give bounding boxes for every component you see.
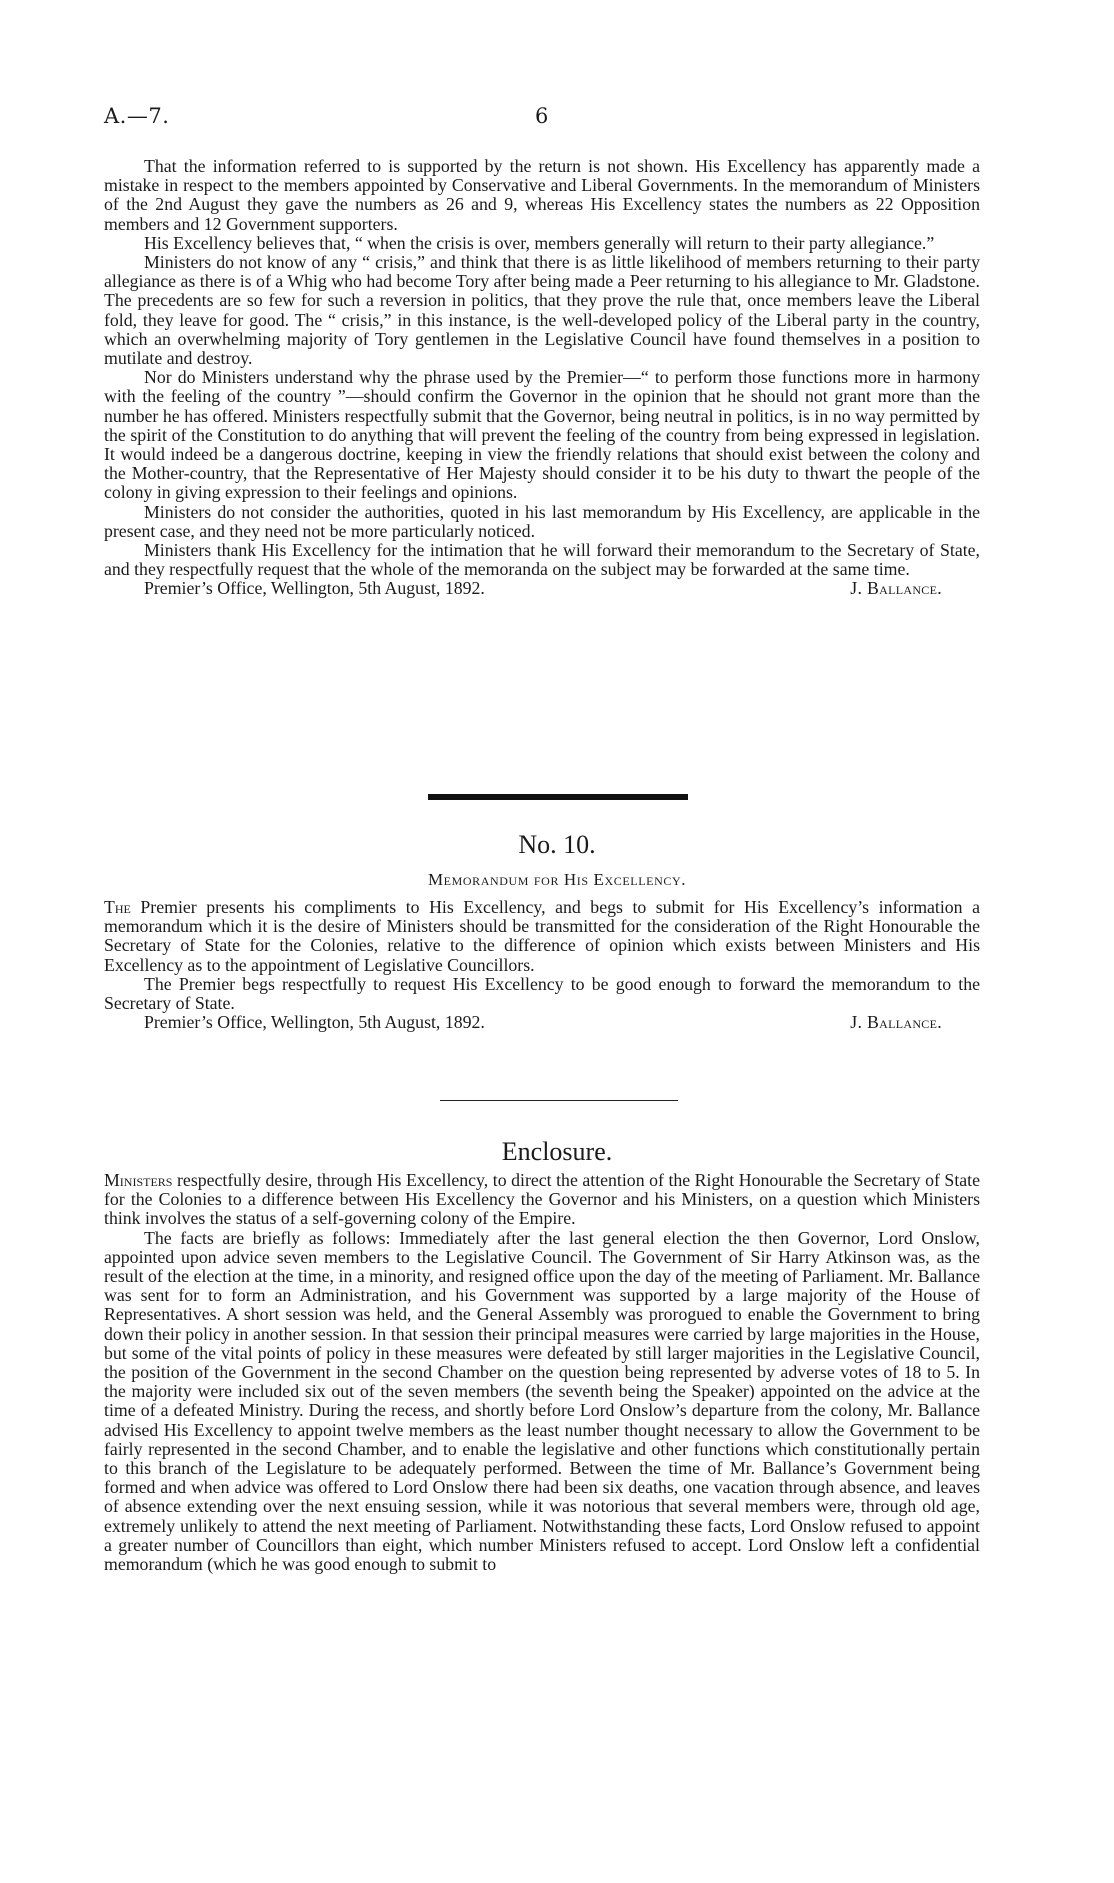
paragraph: Nor do Ministers understand why the phrase used by the Premier—“ to perform those functions more in harmony with the feeling of the country ”—should confirm the Governor in the opinion that he should not grant more than the number he has offered. Ministers respectfully submit that the Governor, being neutral in politics, is in no way permitted by the spirit of the Constitution to do anything that will prevent the feeling of the country from being expressed in legislation. It would indeed be a dangerous doctrine, keeping in view the friendly relations that should exist between the colony and the Mother-country, that the Representative of Her Majesty should consider it to be his duty to thwart the people of the colony in giving expression to their feelings and opinions. [104,367,980,503]
paragraph-text: Premier presents his compliments to His Excellency, and begs to submit for His Excellency’s information a memorandum which it is the desire of Ministers should be transmitted for the consideration of the Right Honourable the Secretary of State for the Colonies, relative to the difference of opinion which exists between Ministers and His Excellency as to the appointment of Legislative Councillors. [104,897,980,975]
paragraph-text: respectfully desire, through His Excellency, to direct the attention of the Right Honourable the Secretary of State for the Colonies to a difference between His Excellency the Governor and his Ministers, on a question which Ministers think involves the status of a self-governing colony of the Empire. [104,1170,980,1229]
enclosure-title: Enclosure. [501,1137,613,1166]
place-date: Premier’s Office, Wellington, 5th August, 1892. [144,578,485,599]
paragraph: The Premier begs respectfully to request His Excellency to be good enough to forward the memorandum to the Secretary of State. [104,973,980,1014]
memorandum-continuation [104,157,980,599]
paragraph: Ministers do not consider the authorities, quoted in his last memorandum by His Excellency, are applicable in the present case, and they need not be more particularly noticed. [104,501,980,541]
signature-line [104,579,980,598]
section-divider [428,794,688,800]
paragraph: Ministers thank His Excellency for the intimation that he will forward their memorandum to the Secretary of State, and they respectfully request that the whole of the memoranda on the subject may be forwarded at the same time. [104,540,980,580]
paragraph [104,898,980,975]
paragraph: That the information referred to is supported by the return is not shown. His Excellency has apparently made a mistake in respect to the members appointed by Conservative and Liberal Governments. In the memorandum of Ministers of the 2nd August they gave the numbers as 26 and 9, whereas His Excellency states the numbers as 22 Opposition members and 12 Government supporters. [104,156,980,234]
paragraph: His Excellency believes that, “ when the crisis is over, members generally will return to their party allegiance.” [144,232,935,253]
lead-word: The [104,897,131,917]
memorandum-no-10 [104,898,980,1032]
memorandum-title: Memorandum for His Excellency. [427,870,687,889]
paragraph: The facts are briefly as follows: Immediately after the last general election the then Governor, Lord Onslow, appointed upon advice seven members to the Legislative Council. The Government of Sir Harry Atkinson was, as the result of the election at the time, in a minority, and resigned office upon the day of the meeting of Parliament. Mr. Ballance was sent for to form an Administration, and his Government was supported by a large majority of the House of Representatives. A short session was held, and the General Assembly was prorogued to enable the Government to bring down their policy in another session. In that session their principal measures were carried by large majorities in the House, but some of the vital points of policy in these measures were defeated by still larger majorities in the Legislative Council, the position of the Government in the second Chamber on the question being represented by adverse votes of 18 to 5. In the majority were included six out of the seven members (the seventh being the Speaker) appointed on the advice at the time of a defeated Ministry. During the recess, and shortly before Lord Onslow’s departure from the colony, Mr. Ballance advised His Excellency to appoint twelve members as the least number thought necessary to allow the Government to be fairly represented in the second Chamber, and to enable the legislative and other functions which constitutionally pertain to this branch of the Legislature to be adequately performed. Between the time of Mr. Ballance’s Government being formed and when advice was offered to Lord Onslow there had been six deaths, one vacation through absence, and leaves of absence extending over the next ensuing session, while it was notorious that several members were, through old age, extremely unlikely to attend the next meeting of Parliament. Notwithstanding these facts, Lord Onslow refused to appoint a greater number of Councillors than eight, which number Ministers refused to accept. Lord Onslow left a confidential memorandum (which he was good enough to submit to [104,1227,980,1575]
document-reference: A.—7. [104,104,170,128]
paragraph: Ministers do not know of any “ crisis,” and think that there is as little likelihood of members returning to their party allegiance as there is of a Whig who had become Tory after being made a Peer returning to his allegiance to Mr. Gladstone. The precedents are so few for such a reversion in politics, that they prove the rule that, once members leave the Liberal fold, they leave for good. The “ crisis,” in this instance, is the well-developed policy of the Liberal party in the country, which an overwhelming majority of Tory gentlemen in the Legislative Council have found themselves in a position to mutilate and destroy. [104,252,980,369]
signature-line [104,1013,980,1032]
document-number: No. 10. [518,830,596,859]
signature: J. Ballance. [850,1012,942,1033]
section-divider [440,1100,678,1101]
enclosure-body [104,1171,980,1574]
paragraph [104,1171,980,1229]
signature: J. Ballance. [850,578,942,599]
lead-word: Ministers [104,1170,173,1190]
place-date: Premier’s Office, Wellington, 5th August, 1892. [144,1012,485,1033]
page-number: 6 [535,104,549,128]
